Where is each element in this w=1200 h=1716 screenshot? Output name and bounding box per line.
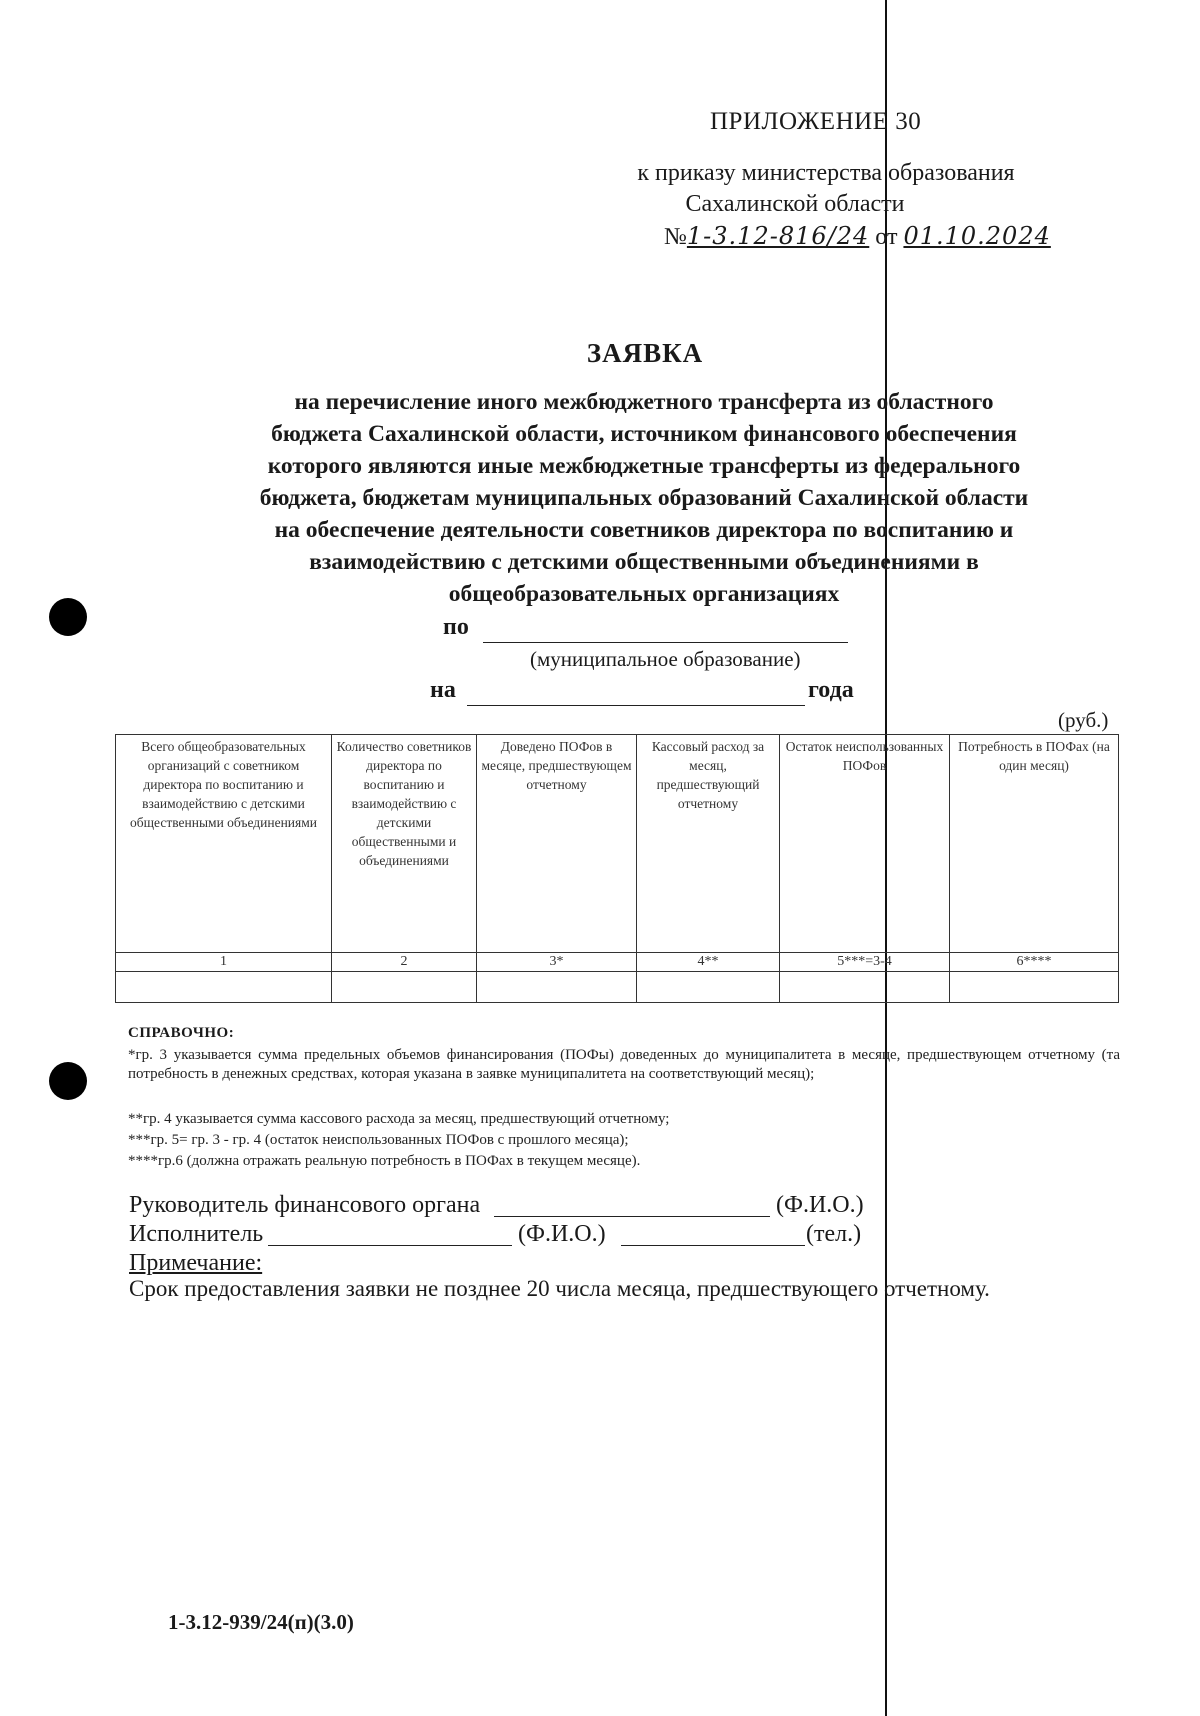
table-cell[interactable] bbox=[116, 972, 332, 1003]
reference-note-3: ***гр. 5= гр. 3 - гр. 4 (остаток неиспользованных ПОФов с прошлого месяца); bbox=[128, 1132, 629, 1148]
head-signature-label: Руководитель финансового органа bbox=[129, 1192, 481, 1218]
punch-hole-bottom bbox=[49, 1062, 87, 1100]
municipality-caption: (муниципальное образование) bbox=[530, 647, 801, 671]
punch-hole-top bbox=[49, 598, 87, 636]
column-number: 6**** bbox=[950, 953, 1119, 972]
reference-note-1: *гр. 3 указывается сумма предельных объемов финансирования (ПОФы) доведенных до муниципалитета в месяце, предшествующем отчетному (та потребность в денежных средствах, которая указана в заявке муниципалитета на соответствующий месяц); bbox=[128, 1047, 1120, 1082]
subtitle-line-4: бюджета, бюджетам муниципальных образований Сахалинской области bbox=[259, 485, 1029, 511]
note-text: Срок предоставления заявки не позднее 20 числа месяца, предшествующего отчетному. bbox=[129, 1276, 990, 1301]
subtitle-line-5: на обеспечение деятельности советников директора по воспитанию и bbox=[274, 517, 1014, 543]
column-header: Количество советников директора по воспитанию и взаимодействию с детскими общественными и объединениями bbox=[332, 735, 477, 953]
municipality-field[interactable] bbox=[483, 642, 848, 643]
reference-note-4: ****гр.6 (должна отражать реальную потребность в ПОФах в текущем месяце). bbox=[128, 1153, 641, 1169]
table-cell[interactable] bbox=[780, 972, 950, 1003]
order-number: 1-3.12-816/24 bbox=[686, 222, 870, 250]
table-row bbox=[116, 972, 1119, 1003]
document-title: ЗАЯВКА bbox=[586, 338, 704, 368]
executor-label: Исполнитель bbox=[129, 1221, 264, 1247]
phone-caption: (тел.) bbox=[806, 1221, 862, 1247]
reference-note-2: **гр. 4 указывается сумма кассового расхода за месяц, предшествующий отчетному; bbox=[128, 1111, 670, 1127]
order-reference-line1: к приказу министерства образования bbox=[637, 160, 1015, 186]
application-table bbox=[115, 734, 1119, 1003]
table-cell[interactable] bbox=[477, 972, 637, 1003]
subtitle-line-6: взаимодействию с детскими общественными объединениями в bbox=[309, 549, 979, 575]
po-label: по bbox=[443, 614, 469, 640]
na-label: на bbox=[430, 677, 456, 703]
table-number-row bbox=[116, 953, 1119, 972]
order-reference-line2: Сахалинской области bbox=[685, 191, 905, 217]
column-number: 4** bbox=[637, 953, 780, 972]
head-signature-field[interactable] bbox=[494, 1216, 770, 1217]
table-cell[interactable] bbox=[950, 972, 1119, 1003]
table-cell[interactable] bbox=[637, 972, 780, 1003]
head-fio-caption: (Ф.И.О.) bbox=[776, 1192, 864, 1218]
subtitle-line-7: общеобразовательных организациях bbox=[448, 581, 840, 607]
table-header-row bbox=[116, 735, 1119, 953]
document-code: 1-3.12-939/24(п)(3.0) bbox=[168, 1610, 354, 1634]
executor-fio-caption: (Ф.И.О.) bbox=[518, 1221, 606, 1247]
table-cell[interactable] bbox=[332, 972, 477, 1003]
column-number: 2 bbox=[332, 953, 477, 972]
column-number: 5***=3-4 bbox=[780, 953, 950, 972]
column-header: Доведено ПОФов в месяце, предшествующем отчетному bbox=[477, 735, 637, 953]
reference-title: СПРАВОЧНО: bbox=[128, 1025, 235, 1041]
column-header: Остаток неиспользованных ПОФов bbox=[780, 735, 950, 953]
column-header: Всего общеобразовательных организаций с советником директора по воспитанию и взаимодействию с детскими общественными объединениями bbox=[116, 735, 332, 953]
order-date: 01.10.2024 bbox=[903, 222, 1051, 250]
year-label: года bbox=[808, 677, 854, 703]
currency-unit: (руб.) bbox=[1058, 708, 1109, 732]
order-number-line bbox=[664, 222, 1051, 251]
phone-field[interactable] bbox=[621, 1245, 805, 1246]
order-from-label: от bbox=[875, 224, 898, 250]
note-title: Примечание: bbox=[129, 1250, 263, 1276]
executor-signature-field[interactable] bbox=[268, 1245, 512, 1246]
column-number: 3* bbox=[477, 953, 637, 972]
subtitle-line-1: на перечисление иного межбюджетного трансферта из областного bbox=[294, 389, 994, 415]
subtitle-line-2: бюджета Сахалинской области, источником финансового обеспечения bbox=[271, 421, 1017, 447]
column-header: Кассовый расход за месяц, предшествующий отчетному bbox=[637, 735, 780, 953]
order-number-prefix: № bbox=[664, 224, 687, 250]
year-field[interactable] bbox=[467, 705, 805, 706]
appendix-label: ПРИЛОЖЕНИЕ 30 bbox=[710, 108, 922, 135]
subtitle-line-3: которого являются иные межбюджетные трансферты из федерального bbox=[267, 453, 1021, 479]
column-number: 1 bbox=[116, 953, 332, 972]
column-header: Потребность в ПОФах (на один месяц) bbox=[950, 735, 1119, 953]
